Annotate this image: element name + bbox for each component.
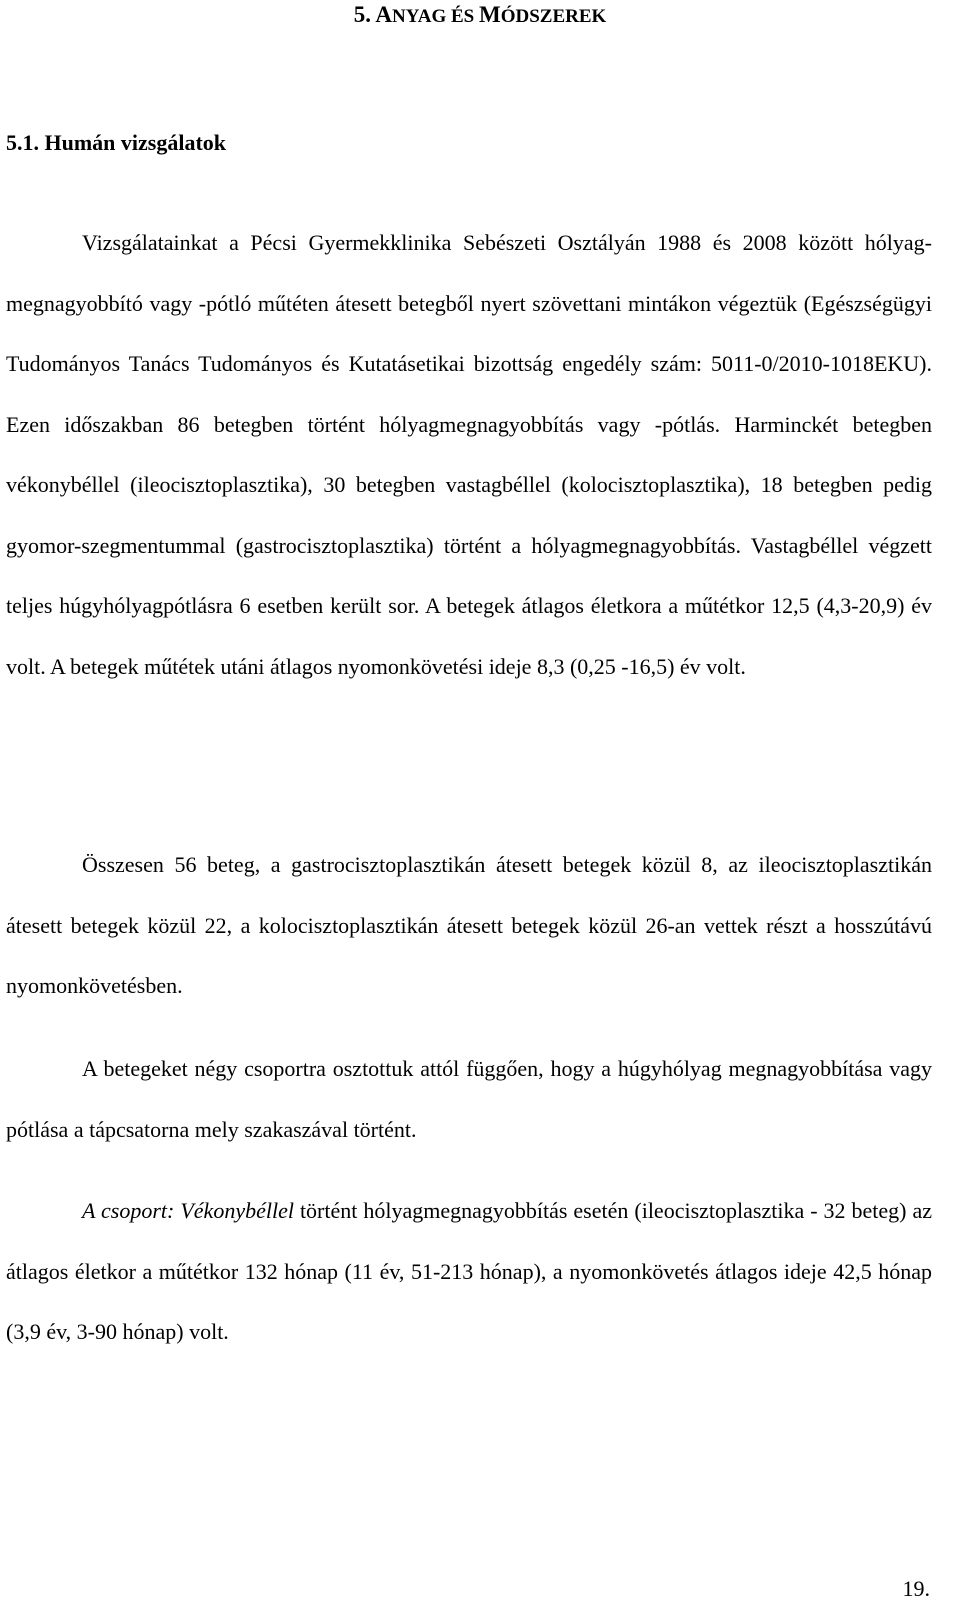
chapter-title-rest-2: ÓDSZEREK (500, 6, 607, 27)
chapter-title-rest-1: NYAG ÉS (392, 6, 479, 27)
paragraph-group-a (6, 1181, 932, 1363)
group-a-label: A csoport: Vékonybéllel (82, 1198, 294, 1223)
paragraph-grouping: A betegeket négy csoportra osztottuk attól függően, hogy a húgyhólyag megnagyobbítása vagy pótlása a tápcsatorna mely szakaszával történt. (6, 1056, 932, 1142)
chapter-title-letter-1: A (375, 2, 393, 27)
section-title: 5.1. Humán vizsgálatok (6, 130, 227, 155)
page-number: 19. (902, 1576, 930, 1601)
paragraph-follow-up-summary: Összesen 56 beteg, a gastrocisztoplasztikán átesett betegek közül 8, az ileocisztoplasztikán átesett betegek közül 22, a kolocisztoplasztikán átesett betegek közül 26-an vettek részt a hosszútávú nyomonkövetésben. (6, 852, 932, 998)
chapter-number: 5. (353, 2, 371, 27)
chapter-title (0, 0, 960, 32)
paragraph-study-description: Vizsgálatainkat a Pécsi Gyermekklinika Sebészeti Osztályán 1988 és 2008 között hólyag-megnagyobbító vagy -pótló műtéten átesett betegből nyert szövettani mintákon végeztük (Egészségügyi Tudományos Tanács Tudományos és Kutatásetikai bizottság engedély szám: 5011-0/2010-1018EKU). Ezen időszakban 86 betegben történt hólyagmegnagyobbítás vagy -pótlás. Harminckét betegben vékonybéllel (ileocisztoplasztika), 30 betegben vastagbéllel (kolocisztoplasztika), 18 betegben pedig gyomor-szegmentummal (gastrocisztoplasztika) történt a hólyagmegnagyobbítás. Vastagbéllel végzett teljes húgyhólyagpótlásra 6 esetben került sor. A betegek átlagos életkora a műtétkor 12,5 (4,3-20,9) év volt. A betegek műtétek utáni átlagos nyomonkövetési ideje 8,3 (0,25 -16,5) év volt. (6, 230, 932, 679)
group-a-text: történt hólyagmegnagyobbítás esetén (ileocisztoplasztika - 32 beteg) az átlagos életkor a műtétkor 132 hónap (11 év, 51-213 hónap), a nyomonkövetés átlagos ideje 42,5 hónap (3,9 év, 3-90 hónap) volt. (6, 1198, 932, 1344)
chapter-title-letter-2: M (479, 2, 501, 27)
